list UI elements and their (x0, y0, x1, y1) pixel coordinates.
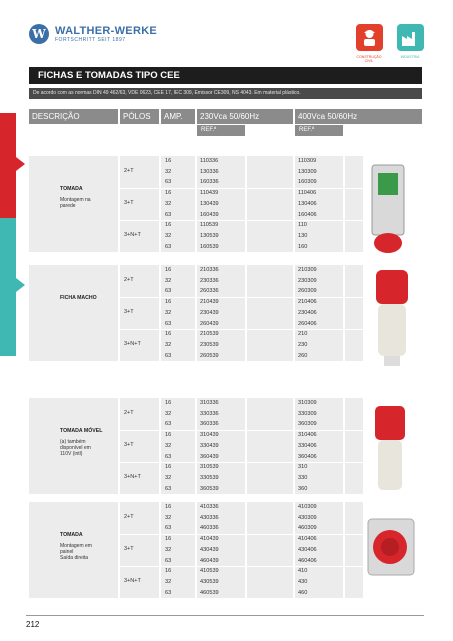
ref-400-value: 430406 (298, 546, 317, 553)
ref-400-value: 260309 (298, 288, 317, 295)
ref-230-value: 160439 (200, 211, 219, 218)
section-desc-line: Saída direita (60, 555, 89, 561)
ref-400-value: 410 (298, 568, 308, 575)
section-desc-line: Montagem na (60, 197, 91, 203)
section-label: TOMADA MÓVEL (60, 428, 103, 434)
amp-value: 16 (165, 464, 172, 471)
section-label: TOMADA (60, 532, 83, 538)
ref-230-value: 330336 (200, 410, 219, 417)
amp-value: 16 (165, 504, 172, 510)
ref-400-value: 330406 (298, 442, 317, 449)
ref-400-value: 330309 (298, 410, 317, 417)
section-desc-line: disponível em (60, 445, 91, 451)
ref-400-value: 130 (298, 232, 308, 239)
group-divider (120, 188, 363, 189)
ref-230-value: 460439 (200, 557, 219, 564)
ref-230-value: 130336 (200, 168, 219, 175)
amp-value: 32 (165, 410, 172, 417)
section-desc-line: parede (60, 203, 76, 209)
ref-400-value: 430309 (298, 514, 317, 521)
ref-230-value: 260336 (200, 288, 219, 295)
section-desc-cell (29, 502, 118, 598)
section-desc-line: (a) também (60, 439, 86, 445)
ref-400-value: 110309 (298, 158, 317, 164)
side-arrow-teal (16, 278, 25, 292)
amp-value: 16 (165, 267, 172, 273)
amp-value: 16 (165, 536, 172, 543)
amp-value: 32 (165, 309, 172, 316)
section-label: TOMADA (60, 186, 83, 192)
header-amp: AMP. (161, 109, 195, 124)
amp-value: 63 (165, 320, 172, 327)
section-blank400-cell (345, 265, 363, 361)
ref-400-value: 130406 (298, 200, 317, 207)
section-blank400-cell (345, 502, 363, 598)
poles-value: 3+T (124, 545, 134, 552)
amp-value: 63 (165, 243, 172, 250)
construction-caption: CONSTRUÇÃO CIVIL (356, 55, 382, 63)
ref-230-value: 230439 (200, 309, 219, 316)
ref-230-value: 210336 (200, 267, 219, 273)
ref-400-value: 260 (298, 352, 308, 359)
ref-400-value: 110406 (298, 190, 317, 197)
amp-value: 32 (165, 546, 172, 553)
amp-value: 32 (165, 578, 172, 585)
ref-230-value: 230336 (200, 277, 219, 284)
ref-230-value: 430539 (200, 578, 219, 585)
ref-400-value: 410406 (298, 536, 317, 543)
plug-image (372, 268, 412, 373)
amp-value: 63 (165, 589, 172, 596)
group-divider (120, 462, 363, 463)
ref-400-value: 260406 (298, 320, 317, 327)
section-blank230-cell (247, 398, 293, 494)
amp-value: 16 (165, 432, 172, 439)
amp-value: 32 (165, 232, 172, 239)
poles-value: 2+T (124, 276, 134, 283)
amp-value: 16 (165, 299, 172, 306)
side-arrow-red (16, 157, 25, 171)
amp-value: 32 (165, 200, 172, 207)
ref-230-value: 310439 (200, 432, 219, 439)
ref-400-value: 230406 (298, 309, 317, 316)
amp-value: 32 (165, 341, 172, 348)
poles-value: 3+N+T (124, 577, 141, 584)
ref-400-value: 360 (298, 485, 308, 492)
header-ref-230: REF.ª (197, 125, 245, 136)
ref-230-value: 430336 (200, 514, 219, 521)
ref-400-value: 310406 (298, 432, 317, 439)
page-title: FICHAS E TOMADAS TIPO CEE (29, 67, 422, 84)
ref-230-value: 330539 (200, 474, 219, 481)
ref-230-value: 130539 (200, 232, 219, 239)
ref-230-value: 410439 (200, 536, 219, 543)
section-blank400-cell (345, 398, 363, 494)
section-blank230-cell (247, 156, 293, 252)
footer-rule (26, 615, 424, 616)
brand-name: WALTHER-WERKE (55, 25, 158, 37)
ref-230-value: 260539 (200, 352, 219, 359)
ref-230-value: 160539 (200, 243, 219, 250)
amp-value: 32 (165, 168, 172, 175)
side-accent-teal (0, 218, 16, 356)
ref-230-value: 160336 (200, 179, 219, 186)
industry-caption: INDÚSTRIA (400, 55, 420, 59)
group-divider (120, 220, 363, 221)
section-desc-line: painel (60, 549, 74, 555)
amp-value: 63 (165, 453, 172, 460)
ref-230-value: 110439 (200, 190, 219, 197)
side-accent-red (0, 113, 16, 218)
group-divider (120, 534, 363, 535)
ref-400-value: 160309 (298, 179, 317, 186)
amp-value: 16 (165, 331, 172, 338)
ref-400-value: 310 (298, 464, 308, 471)
ref-400-value: 230309 (298, 277, 317, 284)
amp-value: 63 (165, 179, 172, 186)
amp-value: 16 (165, 158, 172, 164)
ref-230-value: 130439 (200, 200, 219, 207)
amp-value: 16 (165, 222, 172, 229)
poles-value: 3+N+T (124, 231, 141, 238)
amp-value: 63 (165, 421, 172, 428)
ref-400-value: 130309 (298, 168, 317, 175)
group-divider (120, 297, 363, 298)
ref-400-value: 460 (298, 589, 308, 596)
construction-worker-icon (356, 24, 383, 51)
header-ref-400: REF.ª (295, 125, 343, 136)
standards-note: De acordo com as normas DIN 49 462/63, VDE 0623, CEE 17, IEC 309, Emissor CE309, NS 4043. Em material plástico. (29, 88, 422, 99)
ref-230-value: 210539 (200, 331, 219, 338)
section-blank230-cell (247, 265, 293, 361)
panel-socket-image (366, 513, 421, 590)
amp-value: 32 (165, 442, 172, 449)
ref-400-value: 360406 (298, 453, 317, 460)
factory-icon (397, 24, 424, 51)
amp-value: 16 (165, 400, 172, 406)
ref-230-value: 110539 (200, 222, 219, 229)
amp-value: 63 (165, 211, 172, 218)
ref-400-value: 110 (298, 222, 307, 229)
mobile-socket-image (372, 402, 408, 499)
section-blank400-cell (345, 156, 363, 252)
ref-400-value: 160 (298, 243, 308, 250)
ref-400-value: 210406 (298, 299, 317, 306)
brand-logo (29, 24, 157, 44)
ref-400-value: 160406 (298, 211, 317, 218)
header-polos: PÓLOS (120, 109, 159, 124)
amp-value: 63 (165, 288, 172, 295)
ref-400-value: 430 (298, 578, 308, 585)
ref-230-value: 310539 (200, 464, 219, 471)
ref-400-value: 360309 (298, 421, 317, 428)
poles-value: 3+T (124, 308, 134, 315)
ref-400-value: 460406 (298, 557, 317, 564)
amp-value: 16 (165, 190, 172, 197)
ref-400-value: 210 (298, 331, 308, 338)
section-desc-line: Montagem em (60, 543, 92, 549)
poles-value: 3+N+T (124, 473, 141, 480)
header-descricao: DESCRIÇÃO (29, 109, 118, 124)
group-divider (120, 430, 363, 431)
ref-400-value: 410309 (298, 504, 317, 510)
ref-230-value: 260439 (200, 320, 219, 327)
poles-value: 3+N+T (124, 340, 141, 347)
ref-230-value: 410539 (200, 568, 219, 575)
poles-value: 3+T (124, 441, 134, 448)
amp-value: 63 (165, 352, 172, 359)
amp-value: 32 (165, 474, 172, 481)
brand-tagline: FORTSCHRITT SEIT 1897 (55, 37, 126, 43)
ref-230-value: 230539 (200, 341, 219, 348)
group-divider (120, 329, 363, 330)
amp-value: 16 (165, 568, 172, 575)
ref-230-value: 460336 (200, 525, 219, 532)
ref-230-value: 110336 (200, 158, 219, 164)
wall-socket-image (368, 163, 408, 263)
header-400v: 400Vca 50/60Hz (295, 109, 422, 124)
ref-400-value: 310309 (298, 400, 317, 406)
ref-400-value: 230 (298, 341, 308, 348)
amp-value: 63 (165, 557, 172, 564)
poles-value: 2+T (124, 513, 134, 520)
ref-230-value: 430439 (200, 546, 219, 553)
group-divider (120, 566, 363, 567)
section-desc-cell (29, 265, 118, 361)
ref-230-value: 310336 (200, 400, 219, 406)
header-230v: 230Vca 50/60Hz (197, 109, 293, 124)
ref-230-value: 360539 (200, 485, 219, 492)
section-blank230-cell (247, 502, 293, 598)
poles-value: 3+T (124, 199, 134, 206)
section-desc-line: 110V (intl) (60, 451, 83, 457)
amp-value: 63 (165, 485, 172, 492)
ref-230-value: 360439 (200, 453, 219, 460)
section-label: FICHA MACHO (60, 295, 97, 301)
brand-logo-icon: W (29, 24, 49, 44)
poles-value: 2+T (124, 167, 134, 174)
page-number: 212 (26, 620, 40, 629)
ref-400-value: 210309 (298, 267, 317, 273)
ref-230-value: 410336 (200, 504, 219, 510)
ref-230-value: 210439 (200, 299, 219, 306)
ref-400-value: 330 (298, 474, 308, 481)
amp-value: 32 (165, 514, 172, 521)
ref-230-value: 460539 (200, 589, 219, 596)
ref-230-value: 330439 (200, 442, 219, 449)
amp-value: 32 (165, 277, 172, 284)
ref-230-value: 360336 (200, 421, 219, 428)
amp-value: 63 (165, 525, 172, 532)
poles-value: 2+T (124, 409, 134, 416)
ref-400-value: 460309 (298, 525, 317, 532)
